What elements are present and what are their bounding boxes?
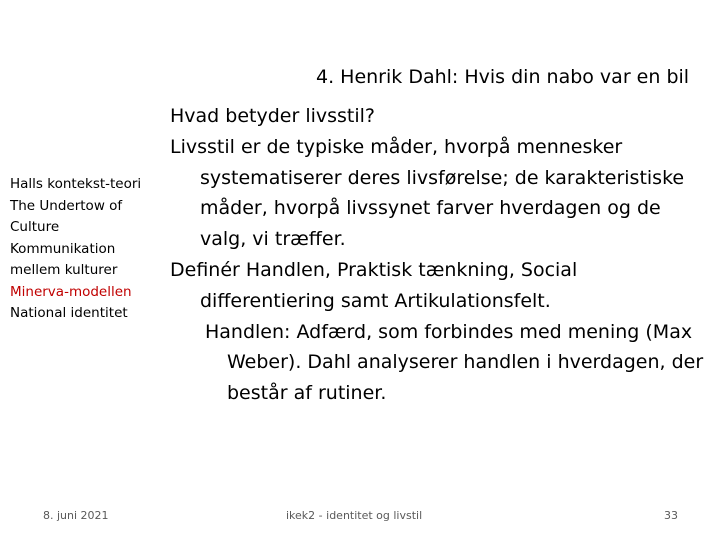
sidebar-item-halls-kontekst-teori[interactable]: Halls kontekst-teori: [10, 176, 142, 192]
question-text: Hvad betyder livsstil?: [170, 105, 376, 127]
slide-title: 4. Henrik Dahl: Hvis din nabo var en bil: [316, 66, 690, 88]
sidebar-item-the-undertow-of[interactable]: The Undertow of: [10, 197, 123, 214]
task-text: Definér Handlen, Praktisk tænkning, Social differentiering samt Artikulationsfelt.: [170, 258, 578, 312]
sidebar-item-national-identitet[interactable]: National identitet: [10, 305, 128, 321]
footer-page-number: 33: [664, 509, 678, 522]
slide-body: [170, 101, 710, 409]
sidebar-item-minerva-modellen[interactable]: Minerva-modellen: [10, 283, 132, 300]
handlen-text: Handlen: Adfærd, som forbindes med mening (Max Weber). Dahl analyserer handlen i hverdagen, der består af rutiner.: [205, 320, 704, 405]
footer-course: ikek2 - identitet og livstil: [286, 509, 423, 522]
definition-text: Livsstil er de typiske måder, hvorpå mennesker systematiserer deres livsførelse; de karakteristiske måder, hvorpå livssynet farver hverdagen og de valg, vi træffer.: [170, 135, 685, 251]
sidebar-item-kommunikation[interactable]: Kommunikation: [10, 240, 116, 257]
sidebar-item-mellem-kulturer[interactable]: mellem kulturer: [10, 262, 118, 278]
sidebar-item-culture[interactable]: Culture: [10, 219, 60, 235]
sidebar-nav: [10, 174, 160, 325]
footer-date: 8. juni 2021: [43, 509, 109, 522]
